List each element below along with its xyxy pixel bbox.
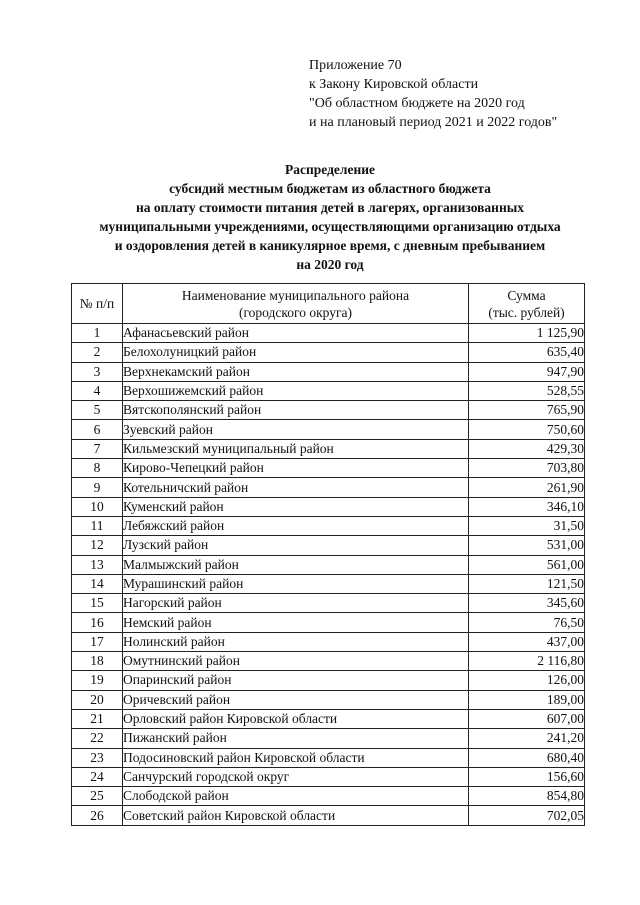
table-row (72, 381, 585, 400)
row-number: 17 (72, 632, 123, 651)
row-amount: 121,50 (469, 574, 585, 593)
row-district-name: Немский район (123, 613, 469, 632)
table-row (72, 574, 585, 593)
row-district-name: Малмыжский район (123, 555, 469, 574)
row-number: 5 (72, 401, 123, 420)
title-line: на 2020 год (296, 257, 364, 272)
row-amount: 126,00 (469, 671, 585, 690)
row-district-name: Котельничский район (123, 478, 469, 497)
row-amount: 346,10 (469, 497, 585, 516)
header-number-label: № п/п (79, 296, 115, 311)
document-title (60, 160, 600, 274)
table-row (72, 748, 585, 767)
table-row (72, 478, 585, 497)
row-amount: 76,50 (469, 613, 585, 632)
row-amount: 241,20 (469, 729, 585, 748)
row-number: 15 (72, 594, 123, 613)
row-number: 7 (72, 439, 123, 458)
row-amount: 854,80 (469, 787, 585, 806)
row-amount: 607,00 (469, 709, 585, 728)
header-name-line: (городского округа) (238, 304, 353, 320)
row-district-name: Нагорский район (123, 594, 469, 613)
row-amount: 680,40 (469, 748, 585, 767)
row-district-name: Омутнинский район (123, 652, 469, 671)
table-row (72, 497, 585, 516)
row-amount: 156,60 (469, 767, 585, 786)
header-sum (469, 284, 585, 324)
table-row (72, 324, 585, 343)
row-amount: 1 125,90 (469, 324, 585, 343)
row-number: 12 (72, 536, 123, 555)
header-name-line: Наименование муниципального района (181, 287, 410, 303)
row-district-name: Афанасьевский район (123, 324, 469, 343)
row-number: 11 (72, 516, 123, 535)
row-amount: 437,00 (469, 632, 585, 651)
title-line: Распределение (284, 162, 376, 177)
row-district-name: Верхошижемский район (123, 381, 469, 400)
table-row (72, 806, 585, 825)
row-district-name: Оричевский район (123, 690, 469, 709)
row-number: 18 (72, 652, 123, 671)
table-row (72, 709, 585, 728)
row-district-name: Пижанский район (123, 729, 469, 748)
table-row (72, 459, 585, 478)
row-district-name: Санчурский городской округ (123, 767, 469, 786)
row-district-name: Опаринский район (123, 671, 469, 690)
row-number: 19 (72, 671, 123, 690)
row-number: 20 (72, 690, 123, 709)
row-amount: 189,00 (469, 690, 585, 709)
row-district-name: Вятскополянский район (123, 401, 469, 420)
row-district-name: Слободской район (123, 787, 469, 806)
row-number: 9 (72, 478, 123, 497)
table-row (72, 343, 585, 362)
row-district-name: Мурашинский район (123, 574, 469, 593)
row-district-name: Советский район Кировской области (123, 806, 469, 825)
row-number: 6 (72, 420, 123, 439)
row-district-name: Нолинский район (123, 632, 469, 651)
row-amount: 31,50 (469, 516, 585, 535)
row-amount: 702,05 (469, 806, 585, 825)
row-amount: 261,90 (469, 478, 585, 497)
row-district-name: Подосиновский район Кировской области (123, 748, 469, 767)
header-name (123, 284, 469, 324)
table-header-row (72, 284, 585, 324)
row-amount: 429,30 (469, 439, 585, 458)
table-row (72, 787, 585, 806)
table-row (72, 536, 585, 555)
table-row (72, 594, 585, 613)
appendix-note (309, 56, 557, 132)
header-number (72, 284, 123, 324)
row-number: 16 (72, 613, 123, 632)
row-number: 22 (72, 729, 123, 748)
table-body (72, 324, 585, 826)
row-district-name: Белохолуницкий район (123, 343, 469, 362)
row-amount: 2 116,80 (469, 652, 585, 671)
subsidy-table (71, 283, 585, 826)
row-amount: 765,90 (469, 401, 585, 420)
table-row (72, 767, 585, 786)
row-district-name: Лузский район (123, 536, 469, 555)
table-row (72, 613, 585, 632)
title-line: и оздоровления детей в каникулярное время, с дневным пребыванием (114, 238, 546, 253)
row-number: 24 (72, 767, 123, 786)
row-number: 4 (72, 381, 123, 400)
appendix-line: и на плановый период 2021 и 2022 годов" (309, 115, 558, 130)
row-amount: 635,40 (469, 343, 585, 362)
appendix-line: Приложение 70 (309, 58, 402, 73)
table-row (72, 690, 585, 709)
table-row (72, 439, 585, 458)
title-line: субсидий местным бюджетам из областного бюджета (169, 181, 491, 196)
row-number: 23 (72, 748, 123, 767)
row-district-name: Куменский район (123, 497, 469, 516)
appendix-line: к Закону Кировской области (309, 77, 479, 92)
table-row (72, 729, 585, 748)
row-district-name: Верхнекамский район (123, 362, 469, 381)
row-district-name: Лебяжский район (123, 516, 469, 535)
row-number: 14 (72, 574, 123, 593)
row-number: 2 (72, 343, 123, 362)
table-row (72, 420, 585, 439)
header-sum-line: (тыс. рублей) (488, 304, 565, 320)
row-number: 26 (72, 806, 123, 825)
row-number: 10 (72, 497, 123, 516)
row-district-name: Зуевский район (123, 420, 469, 439)
row-amount: 703,80 (469, 459, 585, 478)
appendix-line: "Об областном бюджете на 2020 год (309, 96, 525, 111)
row-amount: 531,00 (469, 536, 585, 555)
row-amount: 561,00 (469, 555, 585, 574)
row-number: 13 (72, 555, 123, 574)
row-amount: 750,60 (469, 420, 585, 439)
row-amount: 528,55 (469, 381, 585, 400)
table-row (72, 401, 585, 420)
table-row (72, 516, 585, 535)
table-row (72, 632, 585, 651)
row-district-name: Кирово-Чепецкий район (123, 459, 469, 478)
title-line: муниципальными учреждениями, осуществляющими организацию отдыха (99, 219, 561, 234)
row-number: 8 (72, 459, 123, 478)
title-line: на оплату стоимости питания детей в лагерях, организованных (135, 200, 525, 215)
table-row (72, 671, 585, 690)
table-row (72, 362, 585, 381)
row-district-name: Кильмезский муниципальный район (123, 439, 469, 458)
row-number: 25 (72, 787, 123, 806)
table-row (72, 555, 585, 574)
table-row (72, 652, 585, 671)
row-number: 1 (72, 324, 123, 343)
row-district-name: Орловский район Кировской области (123, 709, 469, 728)
row-number: 3 (72, 362, 123, 381)
row-amount: 345,60 (469, 594, 585, 613)
row-number: 21 (72, 709, 123, 728)
header-sum-line: Сумма (507, 287, 546, 303)
row-amount: 947,90 (469, 362, 585, 381)
